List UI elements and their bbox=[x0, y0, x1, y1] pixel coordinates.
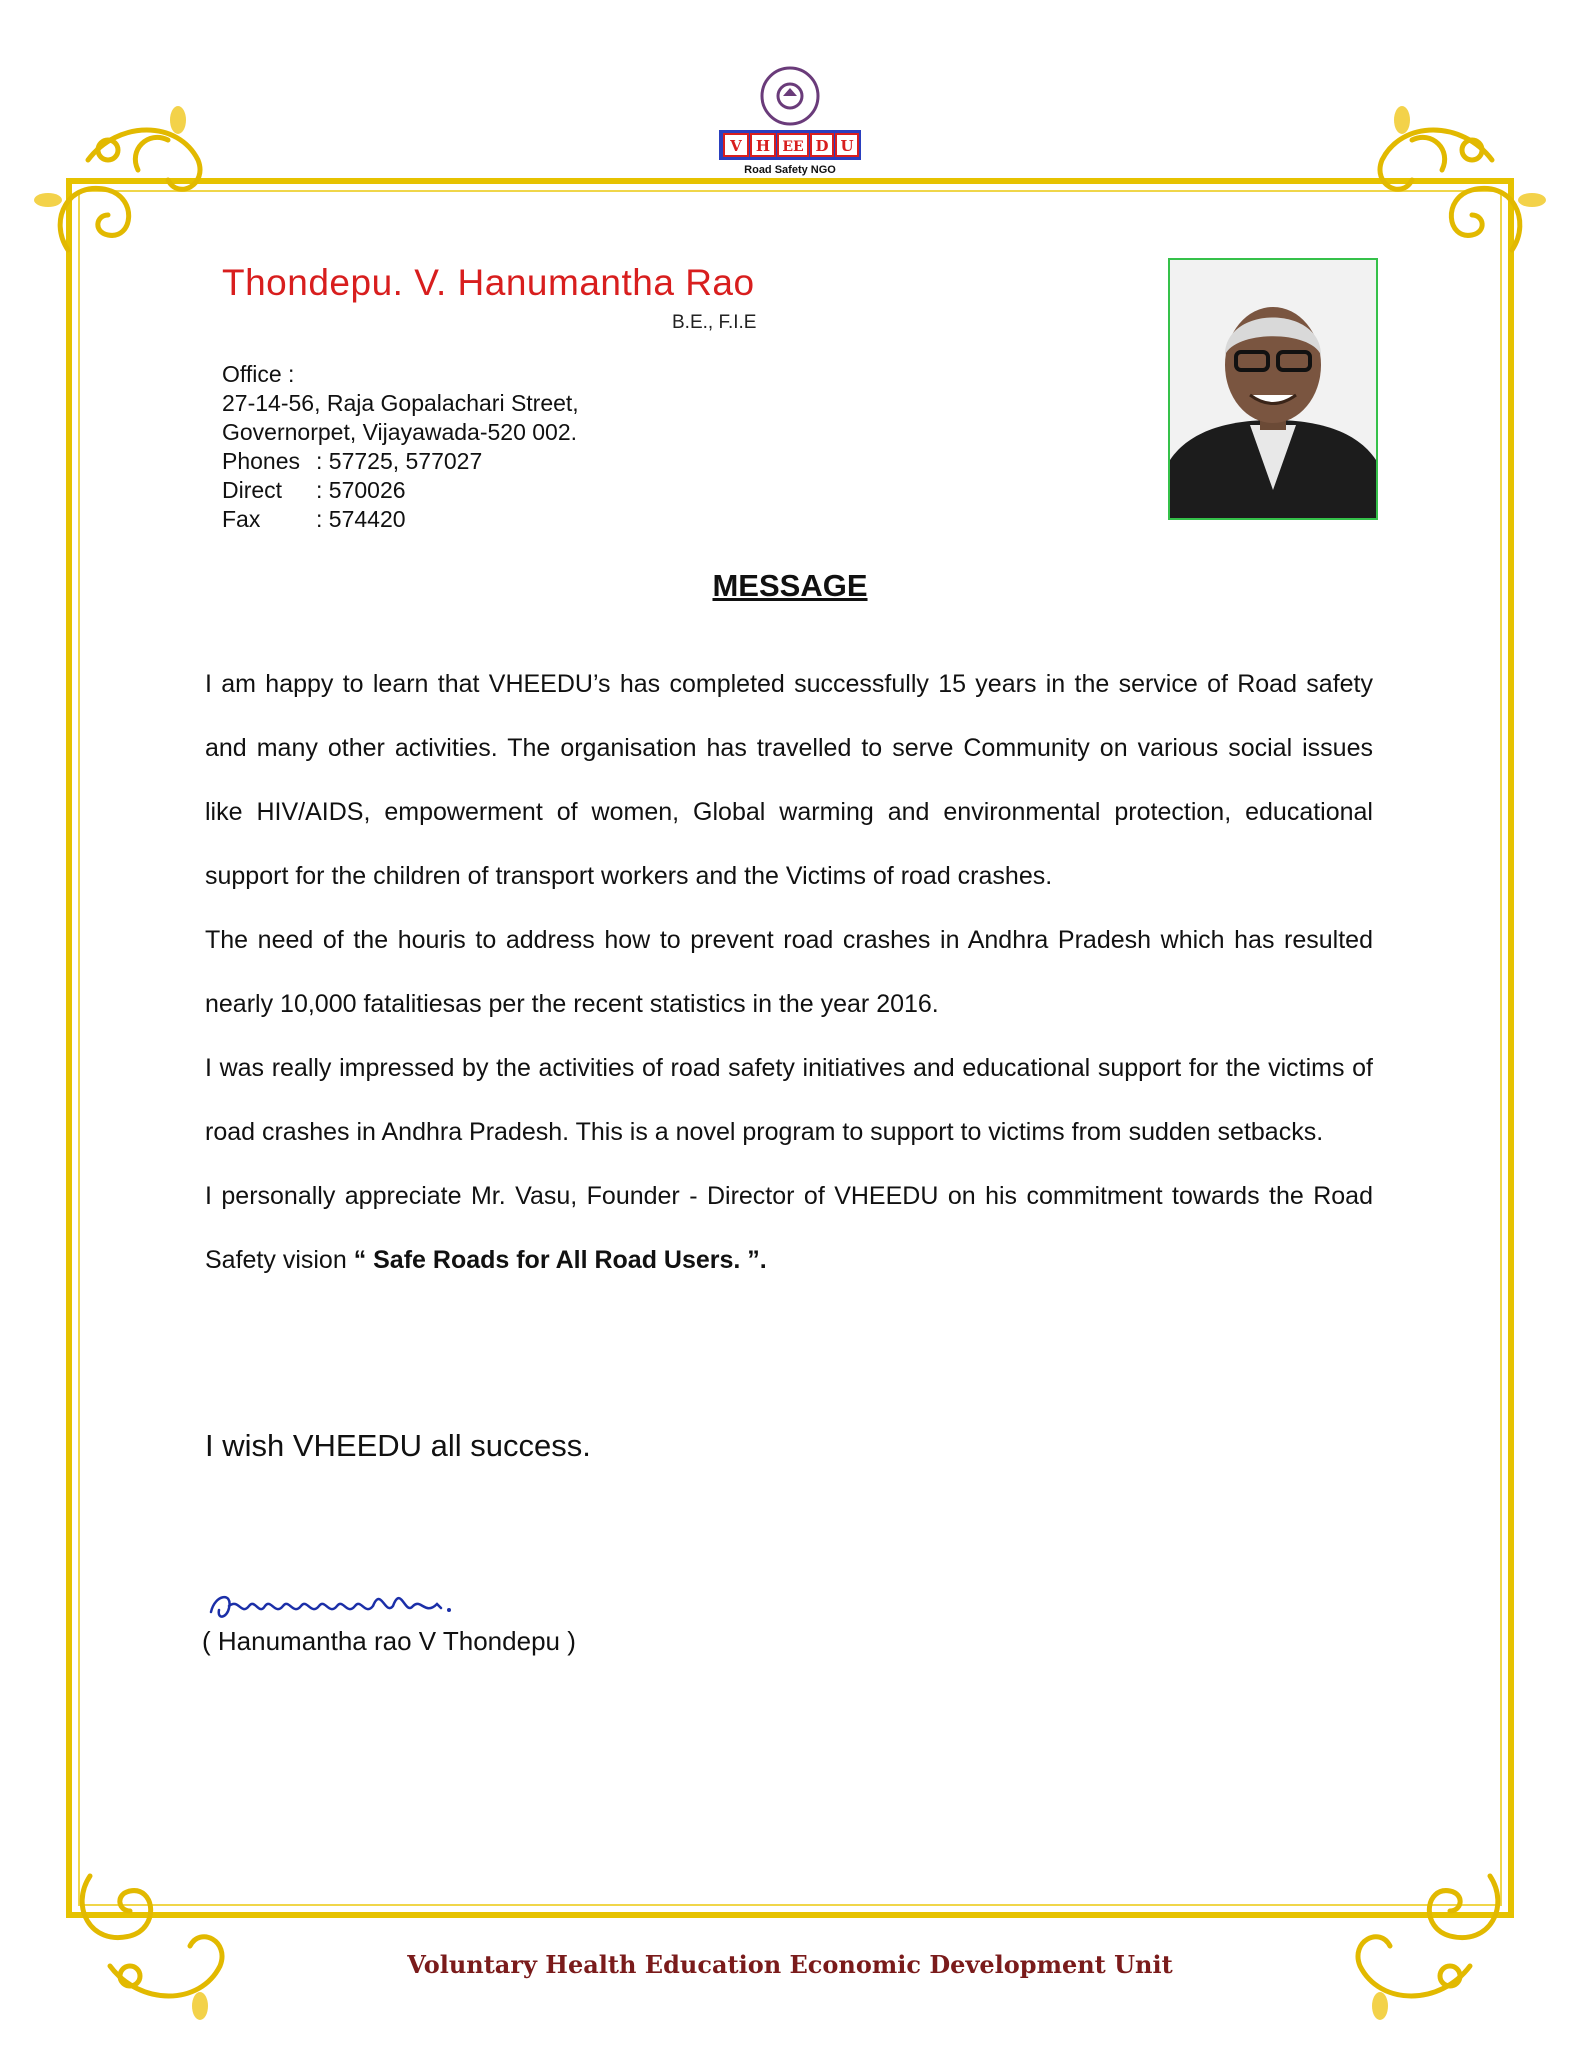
message-paragraph: I was really impressed by the activities of road safety initiatives and educational support for the victims of road crashes in Andhra Pradesh. This is a novel program to support to victims from sudden setbacks. bbox=[205, 1054, 1373, 1146]
portrait-image bbox=[1170, 260, 1376, 518]
vheedu-logo bbox=[715, 66, 865, 178]
footer-organisation: Voluntary Health Education Economic Development Unit bbox=[407, 1950, 1173, 1979]
logo-letter: V bbox=[730, 137, 742, 155]
logo-emblem-icon bbox=[715, 66, 865, 166]
phones-value: : 57725, 577027 bbox=[316, 448, 483, 474]
logo-caption: Road Safety NGO bbox=[744, 164, 836, 176]
author-qualifications: B.E., F.I.E bbox=[672, 312, 757, 333]
signee-name: ( Hanumantha rao V Thondepu ) bbox=[202, 1626, 576, 1656]
ornament-corner-top-left bbox=[28, 100, 228, 280]
message-paragraph bbox=[205, 1164, 1373, 1292]
road-safety-slogan: “ Safe Roads for All Road Users. ”. bbox=[353, 1246, 767, 1274]
message-body bbox=[205, 652, 1373, 1292]
message-paragraph: I am happy to learn that VHEEDU’s has completed successfully 15 years in the service of Road safety and many other activities. The organisation has travelled to serve Community on various social issues like HIV/AIDS, empowerment of women, Global warming and environmental protection, educational support for the children of transport workers and the Victims of road crashes. bbox=[205, 670, 1373, 890]
phones-label: Phones bbox=[222, 448, 301, 474]
message-heading: MESSAGE bbox=[712, 568, 868, 603]
direct-value: : 570026 bbox=[316, 477, 406, 503]
logo-letter: U bbox=[840, 137, 854, 155]
fax-row bbox=[222, 505, 579, 534]
address-line: 27-14-56, Raja Gopalachari Street, bbox=[222, 390, 579, 416]
ornament-corner-top-right bbox=[1352, 100, 1552, 280]
logo-letter: D bbox=[815, 137, 829, 155]
logo-letter: H bbox=[755, 137, 771, 155]
fax-value: : 574420 bbox=[316, 506, 406, 532]
phones-row bbox=[222, 447, 579, 476]
ornament-corner-bottom-right bbox=[1330, 1846, 1530, 2026]
handwritten-signature bbox=[205, 1576, 525, 1632]
paragraph-text: I personally appreciate Mr. Vasu, Founder - Director of VHEEDU on his commitment towards the Road Safety vision bbox=[205, 1182, 1373, 1274]
fax-label: Fax bbox=[222, 506, 261, 532]
closing-wish: I wish VHEEDU all success. bbox=[205, 1428, 591, 1463]
author-photo bbox=[1168, 258, 1378, 520]
office-address-block bbox=[222, 360, 579, 534]
address-line: Governorpet, Vijayawada-520 002. bbox=[222, 419, 578, 445]
office-title: Office : bbox=[222, 361, 295, 387]
logo-letter: EE bbox=[782, 139, 804, 155]
direct-label: Direct bbox=[222, 477, 283, 503]
message-paragraph: The need of the houris to address how to prevent road crashes in Andhra Pradesh which has resulted nearly 10,000 fatalitiesas per the recent statistics in the year 2016. bbox=[205, 926, 1373, 1018]
author-name: Thondepu. V. Hanumantha Rao bbox=[222, 262, 755, 303]
ornament-corner-bottom-left bbox=[50, 1846, 250, 2026]
direct-row bbox=[222, 476, 579, 505]
